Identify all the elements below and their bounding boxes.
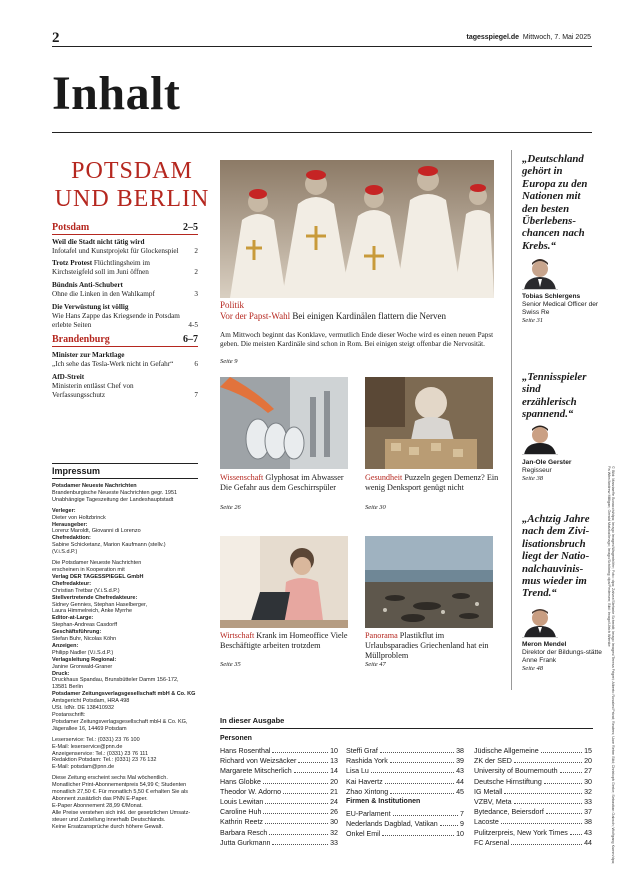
index-entry-name: Barbara Resch (220, 828, 268, 837)
impressum-line: Sabine Schicketanz, Marion Kaufmann (stellv.) (52, 542, 166, 549)
index-entry-name: Zhao Xintong (346, 787, 389, 796)
quote-page: Seite 48 (522, 665, 544, 672)
impressum-line: Stellvertretende Chefredakteure: (52, 594, 138, 601)
index-row[interactable] (346, 765, 464, 775)
impressum-line: Dieter von Holtzbrinck (52, 514, 106, 521)
wissenschaft-text: Glyphosat im Abwasser Die Gefahr aus dem Geschirrspüler (220, 473, 344, 492)
impressum-line: Monatlicher Print-Abonnementpreis 54,99 €; Studenten (52, 782, 187, 789)
index-row[interactable] (220, 776, 338, 786)
index-row[interactable] (346, 786, 464, 796)
index-leader (272, 844, 328, 845)
photo-credits (603, 466, 617, 866)
index-entry-page: 45 (456, 787, 464, 796)
homeoffice-photo[interactable] (220, 536, 348, 628)
index-entry-page: 30 (330, 818, 338, 827)
index-entry-page: 26 (330, 808, 338, 817)
impressum-line: Stephan-Andreas Casdorff (52, 622, 118, 629)
index-row[interactable] (346, 818, 464, 828)
photo-credits-text: © Bild: Marziaeffe Bonacchi/dpa; Imago Images/Wagenhöfer; Foto: dpa; Zalvez/Stefanie Schmidt; Imago Images/Teresa Frigeri; Alberto Rosales/Privat; Reuters; Uwe Rehm Bild; Christoph Gerke; Sebastian Gabsch; Wolfgang Kumm/dpa; Pa Wire/Andrew Milligan; Gerald Matzka/Imago; Imago/Schöning; dpa/Pedersen; Bild: Imago/Ulrich Wienke (606, 466, 615, 865)
wirtschaft-headline[interactable] (220, 631, 354, 651)
toc-kicker: Minister zur Marktlage (52, 351, 125, 359)
index-entry-name: Margarete Mitscherlich (220, 767, 292, 776)
panorama-headline[interactable] (365, 631, 499, 661)
index-leader (263, 813, 328, 814)
index-entry-name: Richard von Weizsäcker (220, 757, 297, 766)
quote-author (522, 293, 602, 325)
impressum-line: Herausgeber: (52, 521, 88, 528)
index-entry-page: 10 (330, 747, 338, 755)
toc-item[interactable] (52, 259, 198, 277)
toc-kicker: Trotz Protest (52, 259, 93, 267)
toc-kicker: AfD-Streit (52, 373, 85, 381)
index-entry-page: 32 (330, 828, 338, 837)
impressum-line: E-Mail: leserservice@pnn.de (52, 743, 123, 750)
quote-text: „Tennisspieler sind erzählerisch spannend.“ (522, 371, 587, 421)
impressum-line: Anzeigenservice: Tel.: (0331) 23 76 111 (52, 750, 149, 757)
quote-author (522, 459, 602, 483)
index-leader (514, 803, 583, 804)
index-entry-page: 20 (584, 757, 592, 766)
toc-group-name: Potsdam (52, 222, 90, 233)
index-entry-name: Rashida York (346, 757, 388, 766)
index-row[interactable] (474, 786, 592, 796)
impressum-line: Philipp Nadler (V.i.S.d.P.) (52, 649, 114, 656)
toc-group-pages: 6–7 (183, 334, 198, 345)
impressum-line: steuer und Zustellung innerhalb Deutschlands. (52, 816, 166, 823)
main-story-headline[interactable] (220, 300, 494, 322)
toc-group-rule (52, 346, 198, 347)
issue-date: Mittwoch, 7. Mai 2025 (522, 34, 591, 41)
main-story-page: Seite 9 (220, 358, 238, 365)
toc-page: 3 (194, 290, 198, 298)
impressum-line: Lorenz Maroldt, Giovanni di Lorenzo (52, 528, 141, 535)
quote-text: „Achtzig Jahre nach dem Zivi-lisationsbruch liegt der Natio-nalchauvinis-mus wieder im Trend.“ (522, 513, 590, 600)
impressum-line: Anzeigen: (52, 642, 79, 649)
impressum-line: Janine Gronwald-Graner (52, 663, 113, 670)
lab-photo[interactable] (220, 377, 348, 469)
wirtschaft-rubric: Wirtschaft (220, 631, 255, 640)
impressum-line: Alle Preise verstehen sich inkl. der gesetzlichen Umsatz- (52, 809, 191, 816)
page-title: Inhalt (52, 67, 181, 120)
impressum-line: Geschäftsführung: (52, 629, 102, 636)
index-entry-page: 7 (460, 810, 464, 818)
index-leader (269, 834, 328, 835)
impressum-line: Brandenburgische Neueste Nachrichten gegr. 1951 (52, 489, 178, 496)
toc-group-potsdam[interactable] (52, 222, 198, 233)
index-leader (265, 823, 328, 824)
toc-text: Wie Hans Zappe das Kriegsende in Potsdam erlebte Seiten (52, 312, 180, 329)
toc-group-name: Brandenburg (52, 334, 110, 345)
index-entry-page: 38 (584, 818, 592, 827)
impressum-title: Impressum (52, 463, 198, 479)
main-story-lead: Am Mittwoch beginnt das Konklave, vermutlich Ende dieser Woche wird es einen neuen Papst geben. Die meisten Kardinäle sind schon in Rom. Bei einigen steigt offenbar die Nervosität. (220, 331, 494, 348)
index-leader (541, 752, 582, 753)
index-entry-name: ZK der SED (474, 757, 512, 766)
index-row[interactable] (474, 755, 592, 765)
impressum-line: Amtsgericht Potsdam, HRA 498 (52, 698, 130, 705)
index-entry-page: 37 (584, 808, 592, 817)
index-leader (263, 783, 328, 784)
toc-text: Flüchtlingsheim im Kirchsteigfeld soll im Juni öffnen (52, 259, 151, 276)
header-rule (52, 46, 592, 47)
index-entry-page: 10 (456, 830, 464, 839)
toc-group-pages: 2–5 (183, 222, 198, 233)
index-entry-name: Louis Lewitan (220, 798, 264, 806)
index-row[interactable] (220, 796, 338, 806)
index-leader (546, 813, 582, 814)
index-entry-page: 13 (330, 757, 338, 766)
index-leader (390, 793, 454, 794)
impressum-line: Potsdamer Neueste Nachrichten (52, 483, 137, 489)
quote-author-role: Regisseur (522, 467, 552, 474)
index-entry-name: Pulitzerpreis, New York Times (474, 828, 568, 837)
wissenschaft-rubric: Wissenschaft (220, 473, 264, 482)
index-entry-page: 9 (460, 820, 464, 829)
impressum-line: Sidney Gennies, Stephan Haselberger, (52, 601, 148, 608)
gesundheit-rubric: Gesundheit (365, 473, 403, 482)
impressum-line: Verleger: (52, 507, 76, 514)
index-leader (393, 815, 458, 816)
impressum-line: Christian Tretbar (V.i.S.d.P.) (52, 587, 120, 594)
impressum-line: Potsdamer Zeitungsverlagsgesellschaft mbH & Co. KG, (52, 718, 188, 725)
index-row[interactable] (346, 828, 464, 838)
toc-page: 2 (194, 268, 198, 276)
quote-text: „Deutschland gehört in Europa zu den Nationen mit den besten Überlebens-chancen nach Krebs.“ (522, 153, 588, 252)
index-entry-name: Kathrin Reetz (220, 818, 263, 827)
wirtschaft-page: Seite 35 (220, 661, 241, 668)
toc-page: 2 (194, 247, 198, 255)
index-leader (560, 772, 583, 773)
index-leader (283, 793, 328, 794)
index-row[interactable] (220, 837, 338, 847)
index-leader (382, 835, 454, 836)
impressum-line: USt. IdNr. DE 138410932 (52, 705, 115, 712)
impressum-lines (52, 483, 198, 831)
index-leader (514, 762, 582, 763)
index-row[interactable] (220, 816, 338, 826)
toc-kicker: Weil die Stadt nicht tätig wird (52, 238, 145, 246)
index-entry-name: Nederlands Dagblad, Vatikan (346, 820, 438, 829)
section-title-line-1: POTSDAM (71, 158, 193, 184)
panorama-page: Seite 47 (365, 661, 386, 668)
wirtschaft-text: Krank im Homeoffice Viele Beschäftigte arbeiten trotzdem (220, 631, 348, 650)
toc-item[interactable] (52, 351, 198, 369)
index-row[interactable] (474, 827, 592, 837)
index-entry-name: Jüdische Allgemeine (474, 747, 539, 755)
index-row[interactable] (474, 806, 592, 816)
quote-author-name: Jan-Ole Gerster (522, 459, 572, 466)
impressum-line: Verlagsleitung Regional: (52, 656, 117, 663)
impressum-line: Editor-at-Large: (52, 615, 94, 622)
impressum-line: Druck: (52, 670, 70, 677)
quote-author-name: Tobias Schlergens (522, 293, 581, 300)
impressum-line: Keine Ersatzansprüche durch höhere Gewalt. (52, 823, 163, 830)
index-row[interactable] (474, 796, 592, 806)
quote-author-role: Senior Medical Officer der Swiss Re (522, 301, 599, 316)
impressum-line: Postanschrift: (52, 712, 86, 718)
index-entry-name: Lacoste (474, 818, 499, 827)
index-row[interactable] (220, 745, 338, 755)
impressum-line: Leserservice: Tel.: (0331) 23 76 100 (52, 736, 140, 743)
toc-text: „Ich sehe das Tesla-Werk nicht in Gefahr“ (52, 360, 174, 368)
toc-item[interactable] (52, 281, 198, 299)
index-entry-name: Onkel Emil (346, 830, 381, 839)
index-row[interactable] (220, 755, 338, 765)
toc-page: 6 (194, 360, 198, 368)
index-leader (511, 844, 582, 845)
impressum-line: E-Mail: potsdam@pnn.de (52, 764, 115, 771)
panorama-rubric: Panorama (365, 631, 398, 640)
index-persons-heading: Personen (220, 735, 252, 742)
index-leader (544, 783, 582, 784)
quote-page: Seite 31 (522, 317, 544, 324)
index-entry-name: VZBV, Meta (474, 798, 512, 806)
index-leader (570, 834, 582, 835)
index-leader (440, 825, 458, 826)
index-leader (390, 762, 454, 763)
index-entry-page: 39 (456, 757, 464, 766)
index-entry-name: IG Metall (474, 787, 503, 796)
impressum-line: Jägerallee 16, 14469 Potsdam (52, 725, 127, 732)
section-title-line-2: UND BERLIN (54, 186, 210, 212)
avatar (522, 605, 558, 638)
toc-kicker: Die Verwüstung ist völlig (52, 303, 129, 311)
index-entry-page: 44 (584, 838, 592, 847)
impressum-line: E-Paper Abonnement 28,99 €/Monat. (52, 802, 143, 809)
gesundheit-text: Puzzeln gegen Demenz? Ein wenig Denksport genügt nicht (365, 473, 499, 492)
impressum (52, 463, 198, 831)
index-entry-name: Deutsche Hirnstiftung (474, 777, 542, 786)
toc-page: 7 (194, 391, 198, 399)
title-rule (52, 132, 592, 133)
index-entry-name: University of Bournemouth (474, 767, 558, 776)
index-leader (298, 762, 328, 763)
index-entry-page: 15 (584, 747, 592, 755)
toc-group-rule (52, 234, 198, 235)
index-leader (371, 772, 454, 773)
index-entry-page: 24 (330, 798, 338, 806)
index-leader (504, 793, 582, 794)
index-entry-page: 32 (584, 787, 592, 796)
index-row[interactable] (220, 786, 338, 796)
index-row[interactable] (220, 806, 338, 816)
impressum-line: Abonnent zusätzlich das PNN E-Paper. (52, 795, 148, 802)
toc-text: Ministerin entlässt Chef von Verfassungsschutz (52, 382, 134, 399)
index-entry-page: 21 (330, 787, 338, 796)
index-entry-page: 27 (584, 767, 592, 776)
index-leader (501, 823, 582, 824)
impressum-line: Unabhängige Tageszeitung der Landeshauptstadt (52, 496, 174, 503)
quote-author-role: Direktor der Bildungs-stätte Anne Frank (522, 649, 602, 664)
impressum-line: erscheinen in Kooperation mit (52, 566, 125, 573)
index-entry-name: Jutta Gurkmann (220, 838, 271, 847)
quote-page: Seite 38 (522, 475, 544, 482)
index-entry-page: 33 (584, 798, 592, 806)
index-entry-name: Hans Globke (220, 777, 262, 786)
toc-item[interactable] (52, 238, 198, 256)
index-row[interactable] (474, 776, 592, 786)
index-row[interactable] (346, 745, 464, 755)
index-entry-page: 44 (456, 777, 464, 786)
impressum-line: Stefan Buhr, Nicolas Köhn (52, 636, 117, 643)
main-story-subline: Bei einigen Kardinälen flattern die Nerven (290, 311, 447, 321)
main-story-title: Vor der Papst-Wahl (220, 311, 291, 321)
index-row[interactable] (346, 808, 464, 818)
index-row[interactable] (474, 816, 592, 826)
gesundheit-headline[interactable] (365, 473, 499, 493)
cardinals-photo[interactable] (220, 160, 494, 298)
main-story-rubric: Politik (220, 300, 245, 310)
toc-page: 4-5 (188, 321, 198, 329)
index-row[interactable] (474, 765, 592, 775)
index-leader (294, 772, 328, 773)
index-entry-page: 43 (584, 828, 592, 837)
index-entry-name: Bytedance, Beiersdorf (474, 808, 544, 817)
impressum-line: Diese Zeitung erscheint sechs Mal wöchentlich. (52, 775, 168, 782)
index-leader (272, 752, 328, 753)
page-number: 2 (52, 30, 60, 46)
index-row[interactable] (346, 776, 464, 786)
index-entry-page: 38 (456, 747, 464, 755)
avatar (522, 422, 558, 455)
toc-group-brandenburg[interactable] (52, 334, 198, 345)
index-row[interactable] (474, 745, 592, 755)
impressum-line: Druckhaus Spandau, Brunsbütteler Damm 156-172, (52, 677, 179, 684)
impressum-line: Chefredaktion: (52, 535, 91, 542)
index-leader (385, 783, 454, 784)
impressum-line: Die Potsdamer Neueste Nachrichten (52, 560, 142, 567)
toc-item[interactable] (52, 303, 198, 330)
wissenschaft-page: Seite 26 (220, 504, 241, 511)
quotes-divider (511, 150, 512, 690)
index-row[interactable] (220, 765, 338, 775)
impressum-line: Redaktion Potsdam: Tel.: (0331) 23 76 132 (52, 757, 157, 764)
page-header-info (466, 34, 591, 41)
index-leader (380, 752, 454, 753)
index-rule (220, 728, 593, 729)
index-entry-name: EU-Parlament (346, 810, 391, 818)
wissenschaft-headline[interactable] (220, 473, 354, 493)
toc-text: Ohne die Linken in den Wahlkampf (52, 290, 155, 298)
site-name: tagesspiegel.de (466, 34, 520, 41)
index-entry-name: FC Arsenal (474, 838, 510, 847)
toc-item[interactable] (52, 373, 198, 400)
index-firms-heading: Firmen & Institutionen (346, 798, 421, 805)
index-entry-page: 30 (584, 777, 592, 786)
toc-text: Infotafel und Kunstprojekt für Glockenspiel (52, 247, 179, 255)
index-leader (265, 803, 328, 804)
index-row[interactable] (346, 755, 464, 765)
gesundheit-page: Seite 30 (365, 504, 386, 511)
impressum-line: (V.i.S.d.P.) (52, 549, 78, 556)
impressum-line: Potsdamer Zeitungsverlagsgesellschaft mbH & Co. KG (52, 691, 196, 698)
index-entry-name: Kai Havertz (346, 777, 383, 786)
index-entry-page: 14 (330, 767, 338, 776)
impressum-line: monatlich 27,50 €. Für monatlich 5,50 € erhalten Sie als (52, 789, 189, 796)
toc-kicker: Bündnis Anti-Schubert (52, 281, 123, 289)
index-title: In dieser Ausgabe (220, 716, 285, 725)
index-entry-name: Theodor W. Adorno (220, 787, 282, 796)
index-entry-page: 33 (330, 838, 338, 847)
index-row[interactable] (474, 837, 592, 847)
index-entry-name: Hans Rosenthal (220, 747, 271, 755)
puzzle-photo[interactable] (365, 377, 493, 469)
impressum-line: Chefredakteur: (52, 580, 92, 587)
impressum-line: Laura Himmelreich, Anke Myrrhe (52, 608, 133, 615)
impressum-line: Verlag DER TAGESSPIEGEL GmbH (52, 573, 144, 580)
impressum-line: 13581 Berlin (52, 684, 83, 691)
index-entry-name: Caroline Huh (220, 808, 262, 817)
index-entry-page: 43 (456, 767, 464, 776)
panorama-text: Plastikflut im Urlaubsparadies Griechenland hat ein Müllproblem (365, 631, 489, 660)
index-entry-page: 20 (330, 777, 338, 786)
avatar (522, 257, 558, 290)
quote-author (522, 641, 602, 673)
index-entry-name: Lisa Lu (346, 767, 369, 776)
beach-photo[interactable] (365, 536, 493, 628)
section-title (52, 157, 212, 213)
index-row[interactable] (220, 827, 338, 837)
index-entry-name: Steffi Graf (346, 747, 378, 755)
quote-author-name: Meron Mendel (522, 641, 567, 648)
